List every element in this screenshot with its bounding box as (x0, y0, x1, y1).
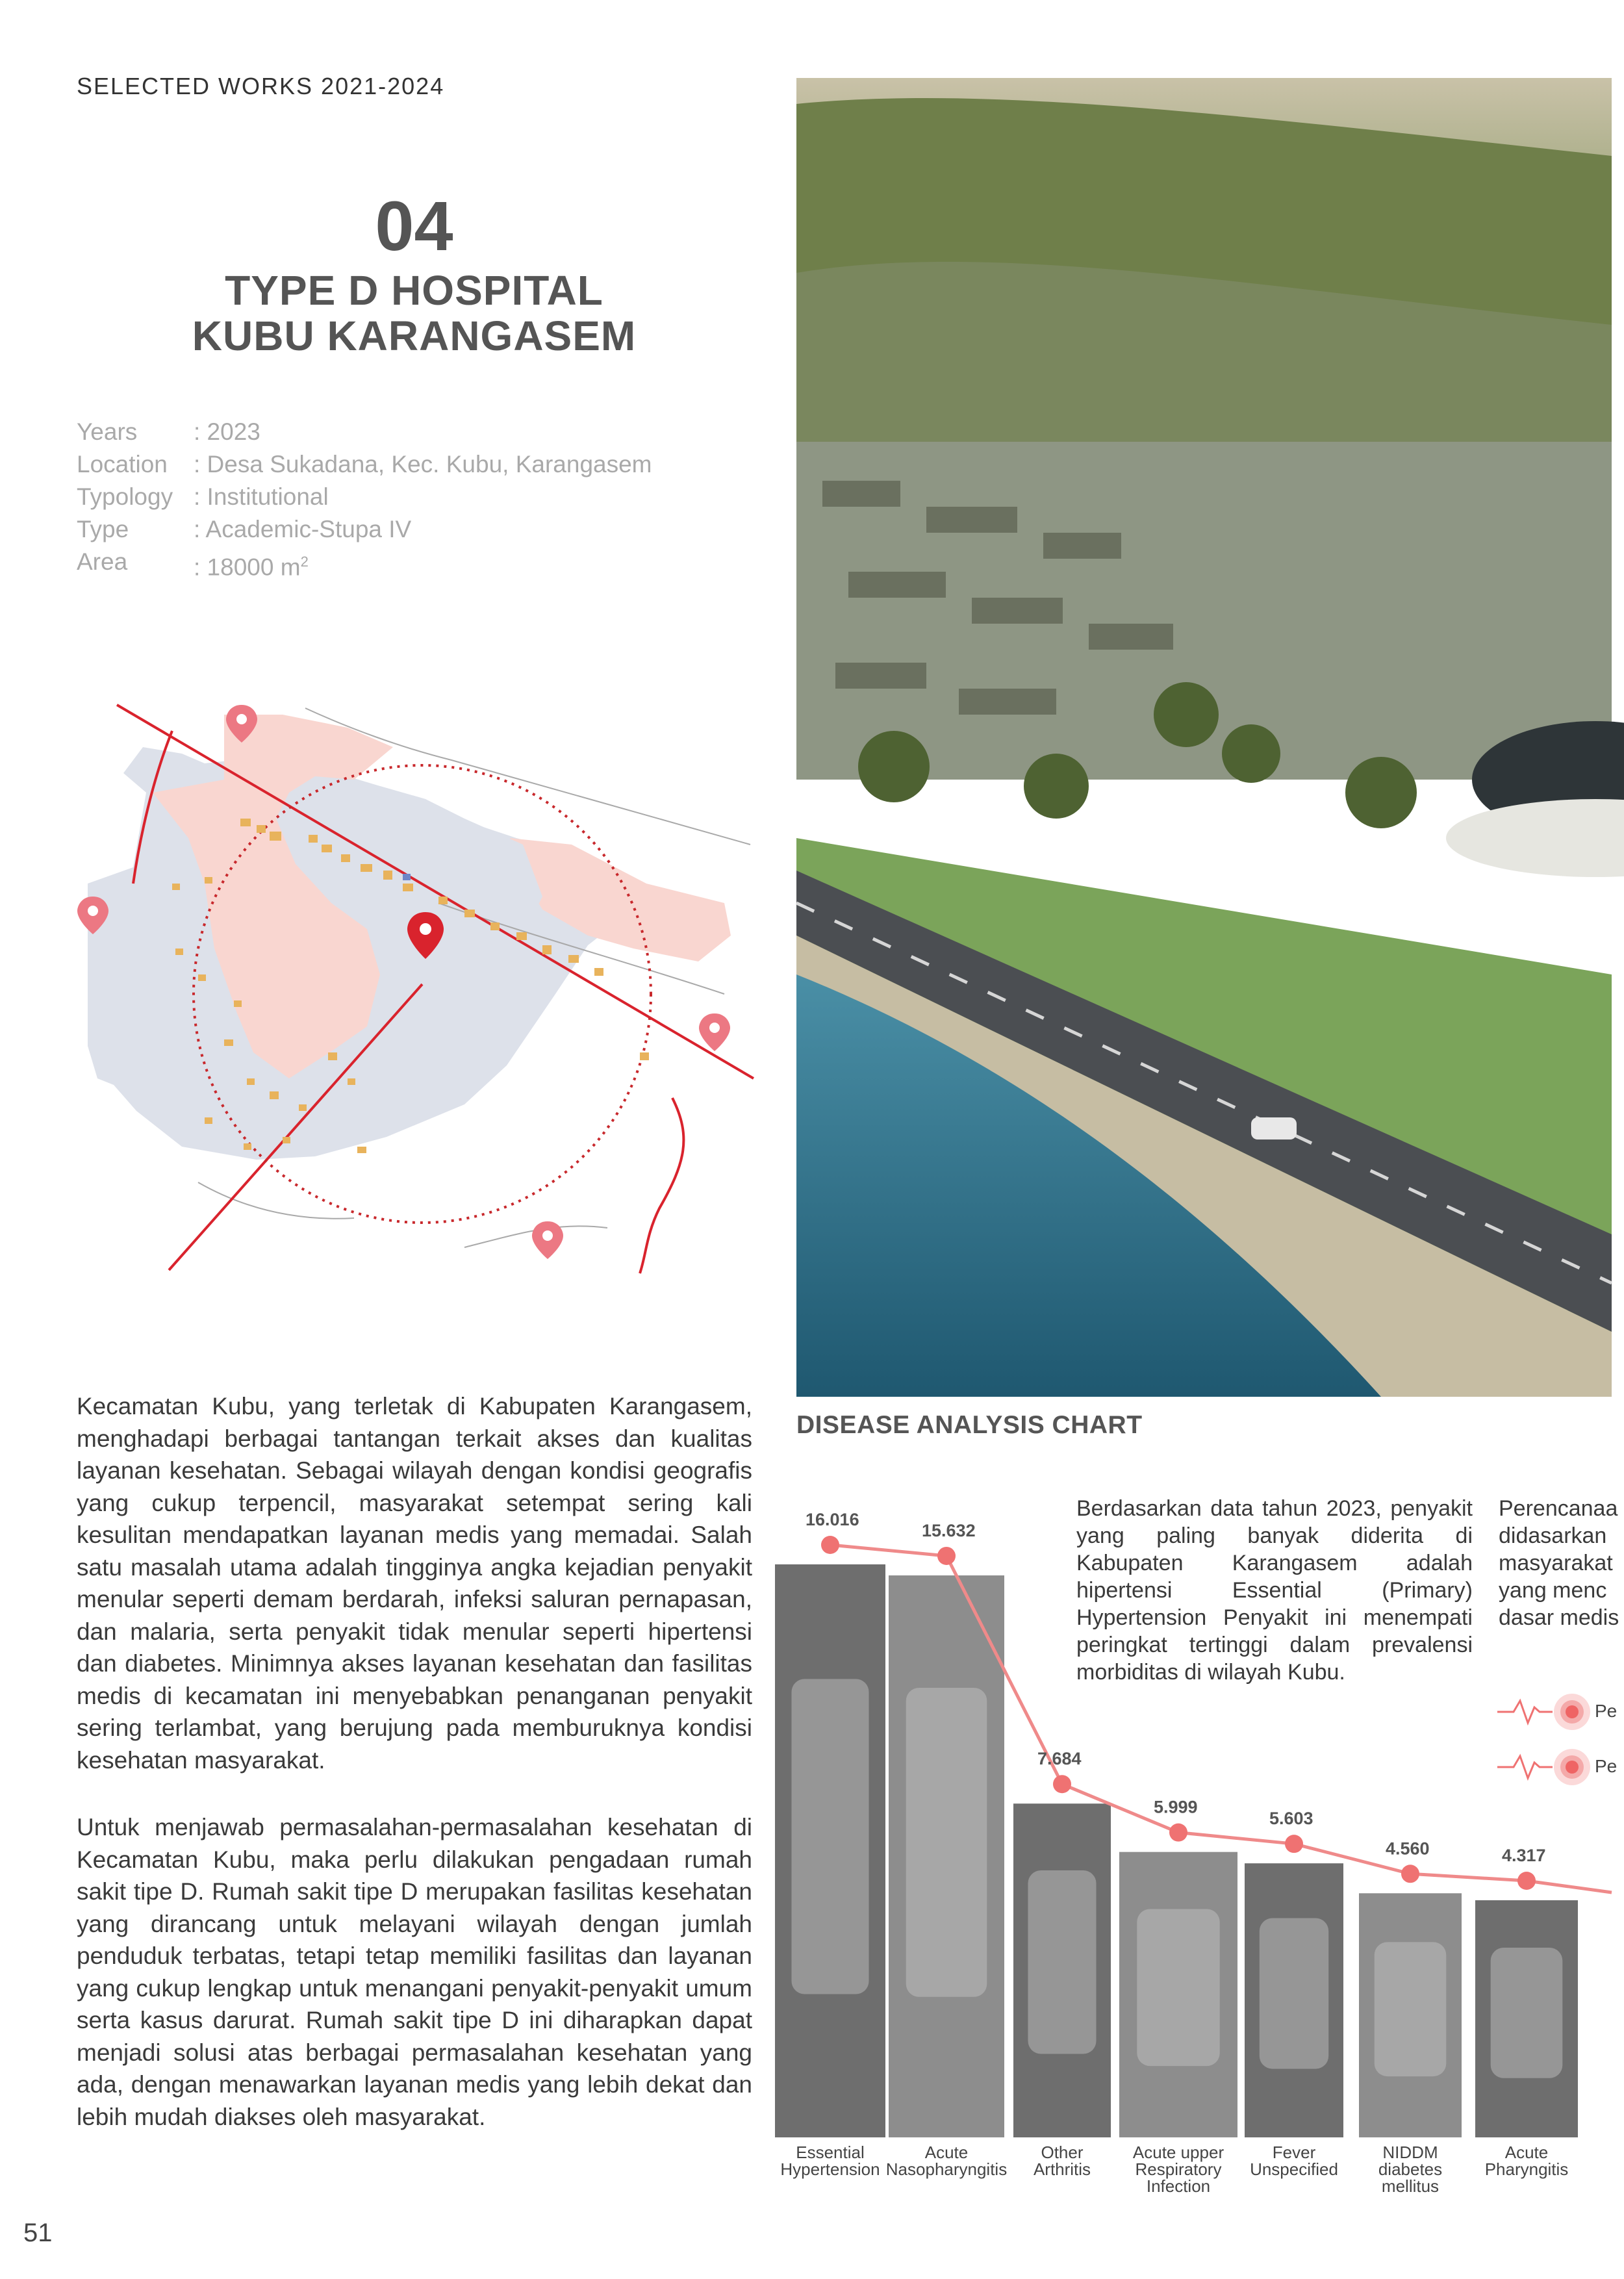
disease-photo-detail (1137, 1909, 1219, 2067)
site-map (75, 689, 776, 1293)
disease-photo (775, 1564, 885, 2137)
render-hospital-tier (1446, 799, 1624, 877)
map-building (299, 1104, 307, 1111)
chart-point (937, 1547, 956, 1565)
map-building (283, 1137, 290, 1143)
map-building (403, 884, 413, 891)
render-tree (1345, 757, 1417, 828)
map-building (516, 932, 527, 940)
chart-category-label: Pharyngitis (1484, 2159, 1569, 2179)
info-label: Years (77, 418, 138, 445)
chart-point (1517, 1872, 1536, 1890)
disease-photo (889, 1575, 1004, 2137)
heartbeat-line (1497, 1756, 1553, 1778)
info-value: : Institutional (194, 483, 329, 510)
heartbeat-icon (1494, 1689, 1592, 1735)
info-row-location (77, 448, 652, 481)
disease-photo (1359, 1893, 1462, 2137)
aerial-render-image (796, 78, 1612, 1397)
render-tree (1154, 682, 1219, 747)
info-row-type (77, 513, 652, 546)
chart-category-label: Infection (1146, 2176, 1211, 2196)
chart-category-label: Respiratory (1135, 2159, 1222, 2179)
map-building (464, 910, 475, 917)
disease-photo (1245, 1863, 1343, 2137)
map-building (490, 923, 500, 930)
render-building (959, 689, 1056, 715)
info-value (194, 546, 309, 583)
disease-photo (1013, 1803, 1111, 2137)
info-value: : Academic-Stupa IV (194, 516, 412, 542)
info-area-value: : 18000 m (194, 554, 301, 581)
disease-photo-detail (906, 1688, 987, 1997)
disease-photo-detail (792, 1679, 869, 1994)
map-building (383, 871, 392, 880)
chart-value-label: 7.684 (1037, 1749, 1082, 1769)
chart-note-line: Perencanaa (1499, 1496, 1618, 1521)
chart-note-secondary (1499, 1495, 1619, 1631)
info-row-area (77, 546, 652, 583)
chart-note-line: dasar medis (1499, 1605, 1619, 1630)
chart-category-label: Hypertension (780, 2159, 880, 2179)
chart-note-line: didasarkan (1499, 1523, 1607, 1548)
chart-category-label: Nasopharyngitis (885, 2159, 1008, 2179)
disease-photo-detail (1375, 1942, 1447, 2076)
heartbeat-icon (1494, 1744, 1592, 1790)
map-pin-icon (699, 1013, 730, 1051)
chart-category-label: diabetes (1378, 2159, 1443, 2179)
map-building (640, 1052, 649, 1060)
map-building (205, 877, 212, 884)
info-row-years (77, 416, 652, 448)
render-building (822, 481, 900, 507)
info-value: : 2023 (194, 418, 260, 445)
map-building (568, 955, 579, 963)
chart-value-label: 5.603 (1269, 1809, 1313, 1829)
target-icon-core (1566, 1761, 1579, 1774)
project-title (0, 268, 828, 359)
chart-title: DISEASE ANALYSIS CHART (796, 1411, 1143, 1439)
chart-category-label: mellitus (1381, 2176, 1440, 2196)
map-pin-icon (532, 1221, 563, 1259)
chart-category-label: Essential (796, 2143, 865, 2162)
chart-note: Berdasarkan data tahun 2023, penyakit yang paling banyak diderita di Kabupaten Karangasem adalah hipertensi Essential (Primary) Hypertension Penyakit ini menempati peringkat tertinggi dalam prevalensi morbiditas di wilayah Kubu. (1076, 1496, 1473, 1685)
map-building (438, 897, 448, 904)
chart-value-label: 4.560 (1386, 1839, 1430, 1859)
chart-category-label: Unspecified (1250, 2159, 1338, 2179)
chart-point (1053, 1775, 1071, 1793)
chart-point (1285, 1835, 1303, 1853)
render-building (835, 663, 926, 689)
map-building (234, 1000, 242, 1007)
body-paragraph-1: Kecamatan Kubu, yang terletak di Kabupaten Karangasem, menghadapi berbagai tantangan terkait akses dan kualitas layanan kesehatan. Sebagai wilayah dengan kondisi geografis yang cukup terpencil, masyarakat setempat sering kali kesulitan mendapatkan layanan medis yang memadai. Salah satu masalah utama adalah tingginya angka kejadian penyakit menular seperti demam berdarah, infeksi saluran pernapasan, dan malaria, serta penyakit tidak menular seperti hipertensi dan diabetes. Minimnya akses layanan kesehatan dan fasilitas medis di kecamatan ini menyebabkan penanganan penyakit sering terlambat, yang berujung pada memburuknya kondisi kesehatan masyarakat. (77, 1393, 752, 1774)
chart-legend (1494, 1689, 1618, 1793)
map-building (257, 825, 266, 833)
map-road (198, 1182, 354, 1219)
render-building (1043, 533, 1121, 559)
legend-label: Pe (1595, 1756, 1618, 1776)
project-title-line1: TYPE D HOSPITAL (225, 267, 603, 314)
heartbeat-line (1497, 1701, 1553, 1723)
map-building (270, 832, 281, 841)
chart-category-label: NIDDM (1382, 2143, 1438, 2162)
map-building (341, 854, 350, 862)
info-value: : Desa Sukadana, Kec. Kubu, Karangasem (194, 451, 652, 477)
chart-point (821, 1536, 839, 1554)
info-label: Type (77, 516, 129, 542)
map-building (240, 819, 251, 826)
project-number: 04 (375, 186, 453, 265)
map-building (270, 1091, 279, 1099)
chart-value-label: 15.632 (922, 1520, 976, 1540)
chart-note-line: masyarakat (1499, 1551, 1613, 1575)
chart-category-label: Acute (924, 2143, 969, 2162)
chart-note-line: yang menc (1499, 1578, 1607, 1603)
disease-photo-detail (1260, 1918, 1328, 2069)
map-building (247, 1078, 255, 1085)
map-building (172, 884, 180, 890)
chart-category-label: Fever (1272, 2143, 1316, 2162)
chart-point (1401, 1865, 1419, 1883)
map-building (542, 945, 552, 954)
disease-photo-detail (1491, 1948, 1563, 2078)
project-info (77, 416, 652, 583)
info-area-sup: 2 (300, 554, 309, 570)
disease-photo (1119, 1852, 1237, 2137)
info-label: Area (77, 548, 128, 575)
chart-category-label: Other (1041, 2143, 1084, 2162)
project-title-line2: KUBU KARANGASEM (192, 312, 637, 359)
render-building (1089, 624, 1173, 650)
target-icon-core (1566, 1705, 1579, 1718)
legend-label: Pe (1595, 1701, 1618, 1721)
render-tree (858, 731, 930, 802)
map-building (328, 1052, 337, 1060)
chart-category-label: Acute (1504, 2143, 1549, 2162)
map-building (224, 1039, 233, 1046)
render-tree (1222, 724, 1280, 783)
map-coastline (640, 1098, 683, 1273)
map-building (309, 835, 318, 843)
info-row-typology (77, 481, 652, 513)
map-building (357, 1147, 366, 1153)
chart-value-label: 16.016 (806, 1510, 859, 1529)
map-building (198, 974, 206, 981)
chart-value-label: 4.317 (1502, 1846, 1546, 1865)
chart-category-label: Arthritis (1033, 2159, 1091, 2179)
map-building-blue (403, 874, 411, 880)
render-car (1251, 1117, 1297, 1140)
info-label: Typology (77, 483, 173, 510)
legend-row (1494, 1744, 1624, 1790)
map-building (361, 864, 372, 872)
legend-row (1494, 1689, 1624, 1735)
render-tree (1024, 754, 1089, 819)
render-building (926, 507, 1017, 533)
disease-photo-detail (1028, 1870, 1097, 2054)
info-label: Location (77, 451, 168, 477)
map-building (322, 845, 332, 852)
header-label: SELECTED WORKS 2021-2024 (77, 73, 445, 99)
chart-value-label: 5.999 (1154, 1797, 1198, 1817)
render-building (848, 572, 946, 598)
map-building (348, 1078, 355, 1085)
body-paragraph-2: Untuk menjawab permasalahan-permasalahan kesehatan di Kecamatan Kubu, maka perlu dilakukan pengadaan rumah sakit tipe D. Rumah sakit tipe D merupakan fasilitas kesehatan yang dirancang untuk melayani wilayah dengan jumlah penduduk terbatas, tetapi tetap memiliki fasilitas dan layanan yang cukup lengkap untuk menangani penyakit-penyakit umum serta kasus darurat. Rumah sakit tipe D ini diharapkan dapat menjadi solusi atas berbagai permasalahan kesehatan yang ada, dengan menawarkan layanan medis yang lebih dekat dan lebih mudah diakses oleh masyarakat. (77, 1814, 752, 2130)
chart-point (1169, 1824, 1187, 1842)
render-building (972, 598, 1063, 624)
page-number: 51 (23, 2219, 53, 2247)
map-building (244, 1143, 251, 1150)
chart-category-label: Acute upper (1132, 2143, 1224, 2162)
disease-photo (1475, 1900, 1578, 2137)
map-building (205, 1117, 212, 1124)
map-building (175, 949, 183, 955)
map-building (594, 968, 603, 976)
